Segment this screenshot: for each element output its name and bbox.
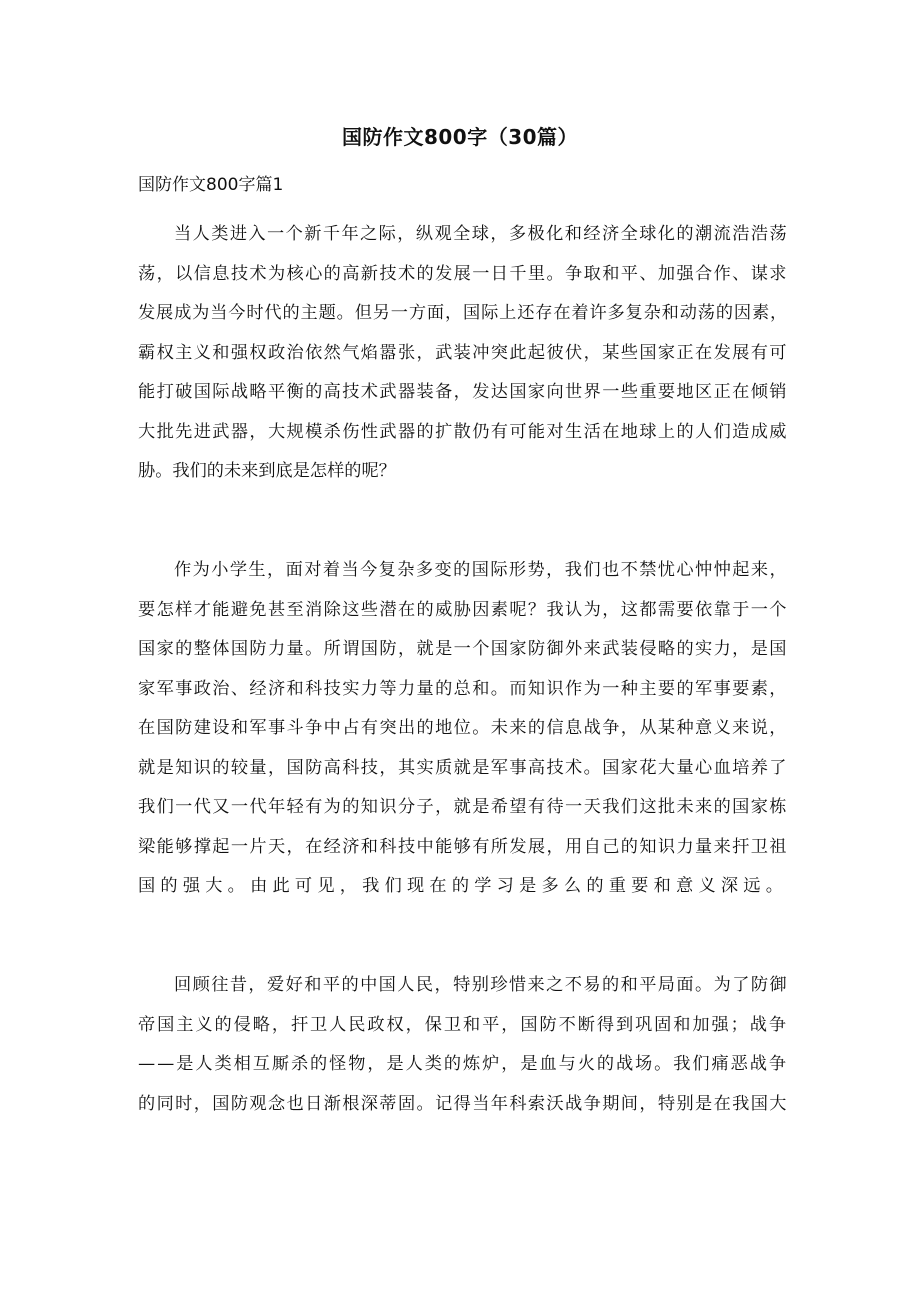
paragraph-line: 国的强大。由此可见，我们现在的学习是多么的重要和意义深远。 <box>138 876 789 896</box>
paragraph-line: 大批先进武器，大规模杀伤性武器的扩散仍有可能对生活在地球上的人们造成威 <box>138 421 788 442</box>
section-subtitle: 国防作文800字篇1 <box>138 175 284 195</box>
paragraph-line: 荡，以信息技术为核心的高新技术的发展一日千里。争取和平、加强合作、谋求 <box>138 263 788 284</box>
paragraph-line: 能打破国际战略平衡的高技术武器装备，发达国家向世界一些重要地区正在倾销 <box>138 382 788 402</box>
paragraph-line: 国家的整体国防力量。所谓国防，就是一个国家防御外来武装侵略的实力，是国 <box>138 639 788 659</box>
paragraph-line: 当人类进入一个新千年之际，纵观全球，多极化和经济全球化的潮流浩浩荡 <box>174 224 789 244</box>
paragraph-line: 要怎样才能避免甚至消除这些潜在的威胁因素呢？我认为，这都需要依靠于一个 <box>138 599 788 620</box>
document-title: 国防作文800字（30篇） <box>341 125 579 149</box>
paragraph-line: 家军事政治、经济和科技实力等力量的总和。而知识作为一种主要的军事要素， <box>138 678 788 699</box>
paragraph-line: 发展成为当今时代的主题。但另一方面，国际上还存在着许多复杂和动荡的因素， <box>138 303 789 323</box>
paragraph-line: 就是知识的较量，国防高科技，其实质就是军事高技术。国家花大量心血培养了 <box>138 757 788 778</box>
paragraph-line: 的同时，国防观念也日渐根深蒂固。记得当年科索沃战争期间，特别是在我国大 <box>138 1093 788 1114</box>
paragraph <box>138 551 788 907</box>
paragraph <box>138 966 788 1124</box>
paragraph-line: 在国防建设和军事斗争中占有突出的地位。未来的信息战争，从某种意义来说， <box>138 718 788 738</box>
paragraph-line: 回顾往昔，爱好和平的中国人民，特别珍惜来之不易的和平局面。为了防御 <box>174 975 789 995</box>
paragraph-line: 梁能够撑起一片天，在经济和科技中能够有所发展，用自己的知识力量来扞卫祖 <box>138 836 788 857</box>
paragraph-line: ——是人类相互厮杀的怪物，是人类的炼炉，是血与火的战场。我们痛恶战争 <box>138 1054 788 1074</box>
paragraph-line: 帝国主义的侵略，扞卫人民政权，保卫和平，国防不断得到巩固和加强；战争 <box>138 1014 788 1035</box>
paragraph-line: 我们一代又一代年轻有为的知识分子，就是希望有待一天我们这批未来的国家栋 <box>138 797 788 817</box>
paragraph <box>138 215 788 492</box>
paragraph-line: 霸权主义和强权政治依然气焰嚣张，武装冲突此起彼伏，某些国家正在发展有可 <box>138 342 788 363</box>
paragraph-line: 胁。我们的未来到底是怎样的呢？ <box>138 461 396 481</box>
paragraph-line: 作为小学生，面对着当今复杂多变的国际形势，我们也不禁忧心忡忡起来， <box>174 560 789 580</box>
